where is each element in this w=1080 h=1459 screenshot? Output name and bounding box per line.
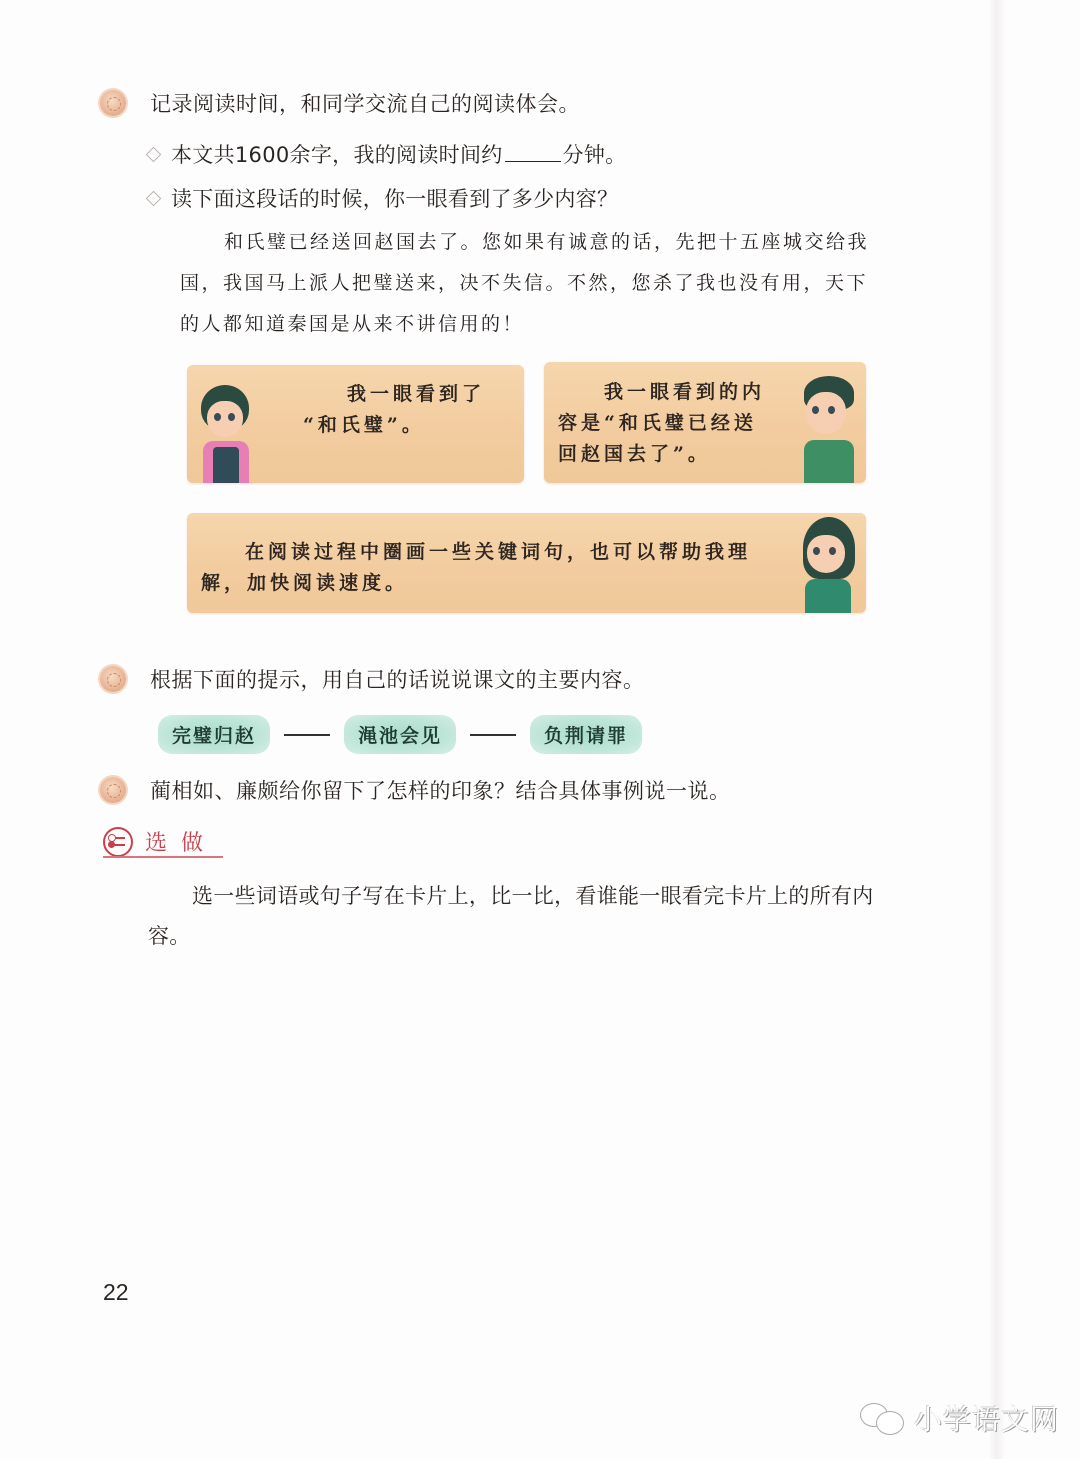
question-2-text: 根据下面的提示，用自己的话说说课文的主要内容。 — [150, 668, 645, 692]
wechat-icon — [860, 1401, 906, 1435]
sub-item-1-text-after: 分钟。 — [562, 143, 627, 167]
optional-task-icon — [103, 827, 133, 857]
girl-green-shirt-illustration — [791, 515, 861, 613]
card-1-line-1: 我一眼看到了 — [347, 383, 486, 405]
question-1-sub-item-1 — [148, 139, 626, 169]
medal-icon — [100, 666, 126, 692]
story-hints — [158, 715, 642, 754]
dash-separator — [470, 734, 516, 736]
optional-task-body: 选一些词语或句子写在卡片上，比一比，看谁能一眼看完卡片上的所有内容。 — [148, 884, 874, 948]
sub-item-2-text: 读下面这段话的时候，你一眼看到了多少内容？ — [171, 187, 619, 211]
question-1 — [100, 88, 580, 118]
hint-pill-3: 负荆请罪 — [530, 715, 642, 754]
boy-green-shirt-illustration — [798, 374, 858, 483]
watermark-text: 小学语文网 — [914, 1403, 1060, 1436]
speech-card-girl — [187, 365, 524, 483]
question-2 — [100, 664, 645, 694]
question-1-text: 记录阅读时间，和同学交流自己的阅读体会。 — [150, 92, 580, 116]
speech-card-tip — [187, 513, 866, 613]
reading-time-blank[interactable] — [505, 143, 561, 162]
dash-separator — [284, 734, 330, 736]
diamond-bullet-icon — [146, 146, 162, 162]
page-binding-edge — [990, 0, 1004, 1459]
optional-underline — [103, 856, 223, 858]
card-2-line-1: 我一眼看到的内 — [604, 381, 766, 403]
hint-pill-2: 渑池会见 — [344, 715, 456, 754]
optional-label: 选做 — [145, 831, 218, 856]
optional-task-text — [148, 876, 888, 956]
speech-card-boy — [544, 362, 866, 483]
sub-item-1-text-before: 本文共1600余字，我的阅读时间约 — [171, 143, 503, 167]
medal-icon — [100, 90, 126, 116]
diamond-bullet-icon — [146, 190, 162, 206]
question-1-sub-item-2 — [148, 183, 618, 213]
card-3-line-1: 在阅读过程中圈画一些关键词句，也可以帮助我理 — [245, 541, 752, 563]
page-number: 22 — [103, 1279, 129, 1305]
watermark — [860, 1398, 1059, 1438]
card-2-line-2: 容是“和氏璧已经送 — [558, 412, 757, 434]
girl-pink-shirt-illustration — [197, 383, 257, 483]
hint-pill-1: 完璧归赵 — [158, 715, 270, 754]
question-3-text: 蔺相如、廉颇给你留下了怎样的印象？结合具体事例说一说。 — [150, 779, 731, 803]
passage-text: 和氏璧已经送回赵国去了。您如果有诚意的话，先把十五座城交给我国，我国马上派人把璧送来，决不失信。不然，您杀了我也没有用，天下的人都知道秦国是从来不讲信用的！ — [180, 231, 870, 335]
question-3 — [100, 775, 731, 805]
reading-passage — [180, 222, 880, 345]
card-3-line-2: 解，加快阅读速度。 — [201, 572, 409, 594]
card-1-line-2: “和氏璧”。 — [303, 414, 425, 436]
optional-section-header — [103, 826, 217, 857]
medal-icon — [100, 777, 126, 803]
card-2-line-3: 回赵国去了”。 — [558, 443, 711, 465]
